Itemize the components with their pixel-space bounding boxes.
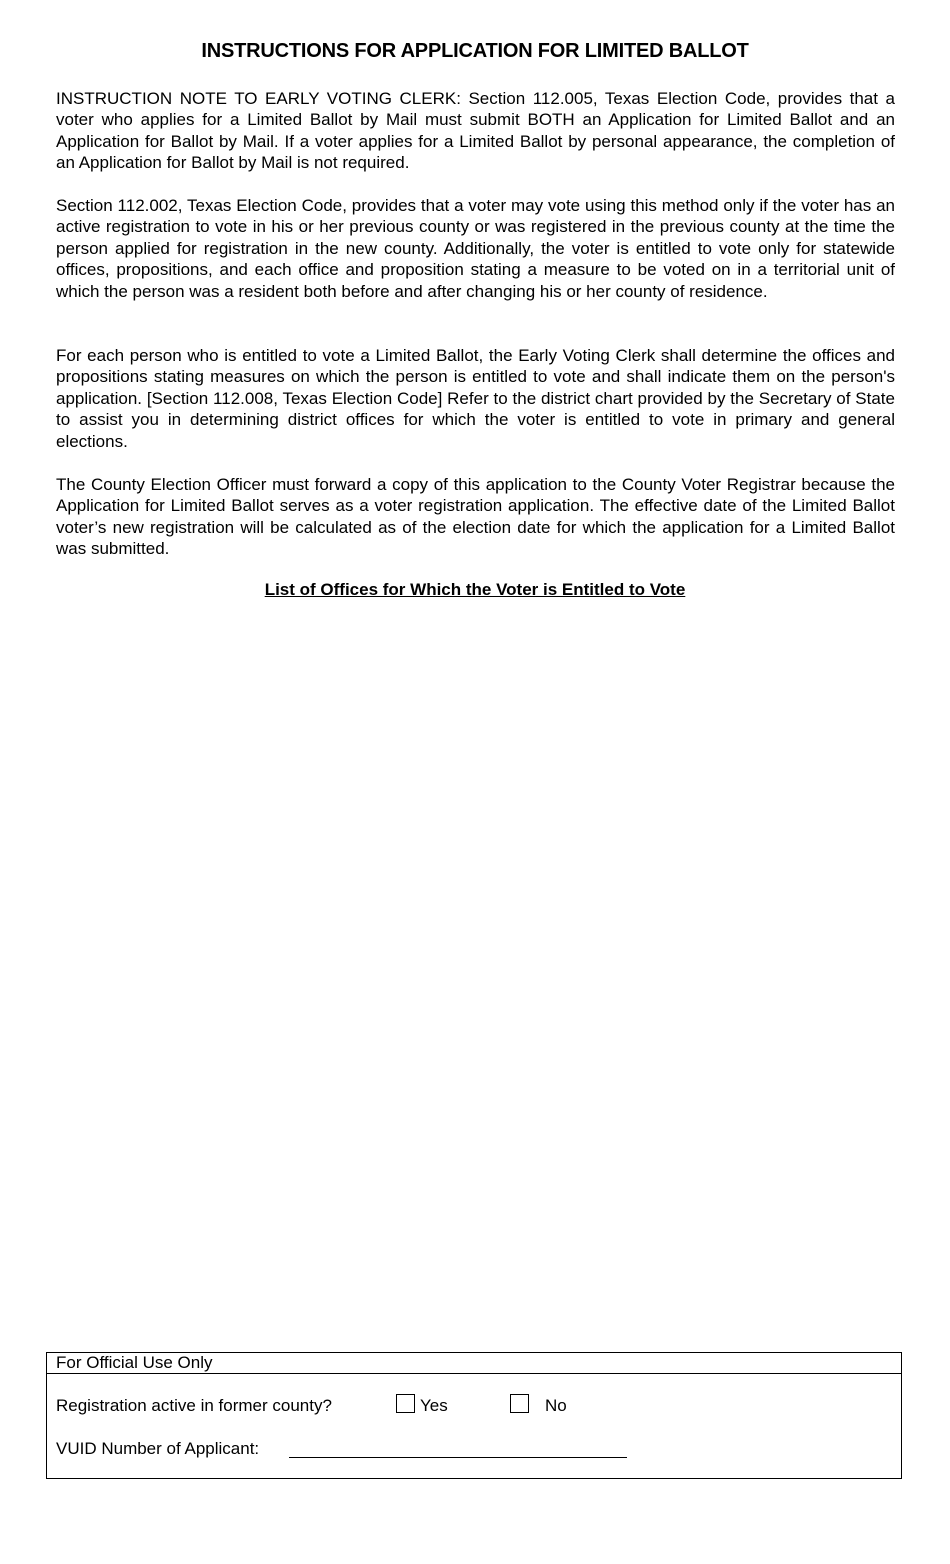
offices-list-heading: List of Offices for Which the Voter is Entitled to Vote xyxy=(264,580,686,599)
registration-yes-label: Yes xyxy=(420,1396,448,1415)
vuid-number-label: VUID Number of Applicant: xyxy=(56,1439,260,1458)
official-use-box xyxy=(46,1352,902,1479)
document-title: INSTRUCTIONS FOR APPLICATION FOR LIMITED BALLOT xyxy=(201,40,749,62)
registration-yes-checkbox[interactable] xyxy=(396,1394,415,1413)
registration-no-checkbox[interactable] xyxy=(510,1394,529,1413)
registration-no-label: No xyxy=(545,1396,567,1415)
instruction-paragraph-1: INSTRUCTION NOTE TO EARLY VOTING CLERK: Section 112.005, Texas Election Code, provides that a voter who applies for a Limited Ballot by Mail must submit BOTH an Application for Limited Ballot and an Application for Ballot by Mail. If a voter applies for a Limited Ballot by personal appearance, the completion of an Application for Ballot by Mail is not required. xyxy=(56,89,895,173)
instruction-paragraph-2: Section 112.002, Texas Election Code, provides that a voter may vote using this method only if the voter has an active registration to vote in his or her previous county or was registered in the previous county at the time the person applied for registration in the new county. Additionally, the voter is entitled to vote only for statewide offices, propositions, and each office and proposition stating a measure to be voted on in a territorial unit of which the person was a resident both before and after changing his or her county of residence. xyxy=(56,196,895,301)
instruction-paragraph-4: The County Election Officer must forward a copy of this application to the County Voter Registrar because the Application for Limited Ballot serves as a voter registration application. The effective date of the Limited Ballot voter’s new registration will be calculated as of the election date for which the application for a Limited Ballot was submitted. xyxy=(56,475,895,559)
registration-question-label: Registration active in former county? xyxy=(56,1396,332,1415)
instruction-paragraph-3: For each person who is entitled to vote a Limited Ballot, the Early Voting Clerk shall determine the offices and propositions stating measures on which the person is entitled to vote and shall indicate them on the person's application. [Section 112.008, Texas Election Code] Refer to the district chart provided by the Secretary of State to assist you in determining district offices for which the voter is entitled to vote in primary and general elections. xyxy=(56,346,895,451)
vuid-number-field[interactable] xyxy=(289,1457,627,1458)
official-use-header-label: For Official Use Only xyxy=(56,1353,213,1372)
official-use-header xyxy=(47,1353,901,1374)
